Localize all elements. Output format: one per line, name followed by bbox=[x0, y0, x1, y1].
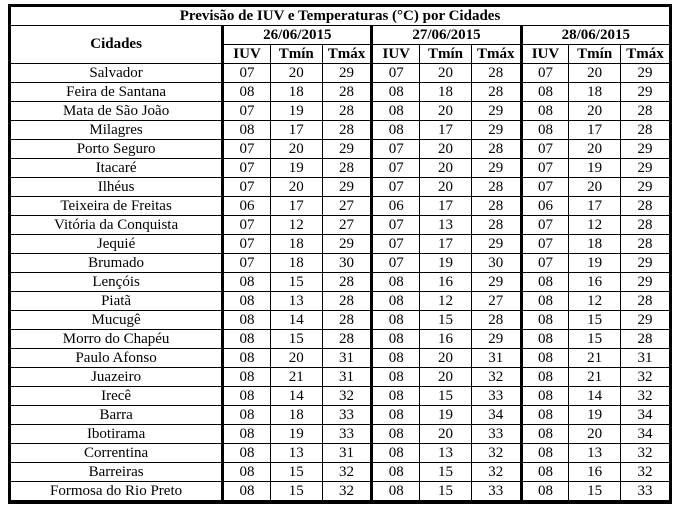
iuv-cell: 08 bbox=[521, 121, 569, 140]
tmin-cell: 18 bbox=[270, 83, 322, 102]
tmin-cell: 15 bbox=[270, 463, 322, 482]
table-row bbox=[10, 64, 671, 83]
tmin-cell: 20 bbox=[420, 64, 472, 83]
tmax-cell: 28 bbox=[322, 121, 372, 140]
tmin-cell: 17 bbox=[270, 197, 322, 216]
city-cell: Ilhéus bbox=[10, 178, 223, 197]
city-cell: Paulo Afonso bbox=[10, 349, 223, 368]
iuv-cell: 08 bbox=[372, 406, 420, 425]
tmax-cell: 28 bbox=[322, 159, 372, 178]
tmax-cell: 32 bbox=[621, 368, 671, 387]
iuv-cell: 07 bbox=[521, 254, 569, 273]
tmax-cell: 28 bbox=[322, 273, 372, 292]
tmax-cell: 28 bbox=[621, 216, 671, 235]
iuv-cell: 08 bbox=[223, 121, 271, 140]
tmin-cell: 20 bbox=[569, 140, 621, 159]
iuv-cell: 08 bbox=[223, 368, 271, 387]
tmax-cell: 32 bbox=[471, 368, 521, 387]
city-cell: Formosa do Rio Preto bbox=[10, 482, 223, 503]
iuv-cell: 08 bbox=[223, 387, 271, 406]
iuv-cell: 07 bbox=[372, 235, 420, 254]
tmax-cell: 33 bbox=[471, 425, 521, 444]
tmax-cell: 32 bbox=[621, 444, 671, 463]
tmin-cell: 20 bbox=[420, 140, 472, 159]
tmin-cell: 17 bbox=[270, 121, 322, 140]
tmin-cell: 20 bbox=[270, 140, 322, 159]
city-cell: Porto Seguro bbox=[10, 140, 223, 159]
tmax-cell: 27 bbox=[322, 197, 372, 216]
table-row bbox=[10, 292, 671, 311]
tmax-cell: 30 bbox=[471, 254, 521, 273]
table-row bbox=[10, 216, 671, 235]
tmax-cell: 28 bbox=[322, 311, 372, 330]
tmax-cell: 29 bbox=[621, 273, 671, 292]
tmin-cell: 20 bbox=[270, 349, 322, 368]
city-cell: Itacaré bbox=[10, 159, 223, 178]
city-cell: Ibotirama bbox=[10, 425, 223, 444]
table-row bbox=[10, 121, 671, 140]
tmax-cell: 28 bbox=[471, 178, 521, 197]
iuv-cell: 07 bbox=[223, 140, 271, 159]
cities-column-header: Cidades bbox=[10, 26, 223, 64]
tmax-cell: 28 bbox=[471, 197, 521, 216]
tmin-cell: 18 bbox=[270, 406, 322, 425]
iuv-cell: 08 bbox=[372, 102, 420, 121]
tmax-cell: 29 bbox=[471, 330, 521, 349]
tmin-cell: 12 bbox=[420, 292, 472, 311]
iuv-cell: 08 bbox=[521, 330, 569, 349]
tmax-cell: 28 bbox=[621, 197, 671, 216]
tmax-cell: 32 bbox=[322, 463, 372, 482]
tmin-cell: 20 bbox=[420, 349, 472, 368]
tmax-cell: 32 bbox=[471, 463, 521, 482]
tmin-cell: 16 bbox=[569, 273, 621, 292]
iuv-cell: 08 bbox=[223, 349, 271, 368]
tmin-cell: 19 bbox=[270, 102, 322, 121]
tmax-header-1: Tmáx bbox=[322, 45, 372, 64]
iuv-cell: 07 bbox=[223, 102, 271, 121]
city-cell: Mata de São João bbox=[10, 102, 223, 121]
iuv-cell: 08 bbox=[372, 425, 420, 444]
iuv-cell: 08 bbox=[372, 349, 420, 368]
table-row bbox=[10, 387, 671, 406]
table-row bbox=[10, 140, 671, 159]
city-cell: Mucugê bbox=[10, 311, 223, 330]
iuv-cell: 07 bbox=[372, 64, 420, 83]
table-row bbox=[10, 235, 671, 254]
iuv-cell: 06 bbox=[521, 197, 569, 216]
table-row bbox=[10, 83, 671, 102]
iuv-cell: 08 bbox=[223, 83, 271, 102]
tmin-cell: 19 bbox=[420, 406, 472, 425]
tmin-cell: 14 bbox=[270, 311, 322, 330]
tmax-cell: 34 bbox=[621, 425, 671, 444]
tmax-cell: 28 bbox=[621, 330, 671, 349]
iuv-cell: 07 bbox=[521, 235, 569, 254]
tmin-cell: 13 bbox=[270, 292, 322, 311]
tmin-cell: 20 bbox=[420, 102, 472, 121]
iuv-cell: 08 bbox=[521, 463, 569, 482]
tmax-cell: 29 bbox=[471, 159, 521, 178]
tmax-cell: 34 bbox=[471, 406, 521, 425]
iuv-cell: 08 bbox=[372, 463, 420, 482]
table-row bbox=[10, 463, 671, 482]
tmin-cell: 15 bbox=[569, 311, 621, 330]
tmax-cell: 29 bbox=[621, 311, 671, 330]
city-cell: Teixeira de Freitas bbox=[10, 197, 223, 216]
iuv-cell: 07 bbox=[223, 64, 271, 83]
iuv-cell: 08 bbox=[521, 273, 569, 292]
table-row bbox=[10, 482, 671, 503]
table-row bbox=[10, 444, 671, 463]
tmax-cell: 29 bbox=[621, 254, 671, 273]
city-cell: Morro do Chapéu bbox=[10, 330, 223, 349]
date-header-3: 28/06/2015 bbox=[521, 26, 670, 45]
tmax-cell: 29 bbox=[621, 159, 671, 178]
tmin-cell: 17 bbox=[420, 121, 472, 140]
iuv-cell: 07 bbox=[521, 64, 569, 83]
iuv-cell: 08 bbox=[521, 102, 569, 121]
tmax-header-3: Tmáx bbox=[621, 45, 671, 64]
iuv-cell: 06 bbox=[223, 197, 271, 216]
table-row bbox=[10, 368, 671, 387]
table-row bbox=[10, 349, 671, 368]
iuv-cell: 08 bbox=[372, 83, 420, 102]
city-cell: Salvador bbox=[10, 64, 223, 83]
iuv-cell: 08 bbox=[372, 482, 420, 503]
city-cell: Jequié bbox=[10, 235, 223, 254]
tmax-cell: 32 bbox=[471, 444, 521, 463]
iuv-cell: 07 bbox=[372, 216, 420, 235]
iuv-header-1: IUV bbox=[223, 45, 271, 64]
tmax-cell: 32 bbox=[621, 463, 671, 482]
iuv-cell: 07 bbox=[223, 159, 271, 178]
tmax-cell: 31 bbox=[471, 349, 521, 368]
tmax-cell: 29 bbox=[621, 140, 671, 159]
tmin-cell: 20 bbox=[420, 368, 472, 387]
city-cell: Irecê bbox=[10, 387, 223, 406]
iuv-cell: 07 bbox=[372, 254, 420, 273]
tmax-cell: 29 bbox=[322, 64, 372, 83]
tmax-cell: 31 bbox=[322, 349, 372, 368]
iuv-cell: 08 bbox=[521, 368, 569, 387]
tmin-cell: 20 bbox=[569, 425, 621, 444]
tmin-cell: 13 bbox=[270, 444, 322, 463]
tmin-cell: 15 bbox=[420, 311, 472, 330]
city-cell: Feira de Santana bbox=[10, 83, 223, 102]
tmin-cell: 17 bbox=[420, 235, 472, 254]
iuv-cell: 08 bbox=[521, 292, 569, 311]
tmin-cell: 20 bbox=[420, 178, 472, 197]
tmin-cell: 15 bbox=[569, 330, 621, 349]
city-cell: Milagres bbox=[10, 121, 223, 140]
tmax-cell: 29 bbox=[621, 64, 671, 83]
city-cell: Piatã bbox=[10, 292, 223, 311]
city-cell: Correntina bbox=[10, 444, 223, 463]
iuv-cell: 08 bbox=[372, 444, 420, 463]
iuv-cell: 08 bbox=[223, 330, 271, 349]
iuv-cell: 07 bbox=[223, 235, 271, 254]
iuv-cell: 07 bbox=[372, 178, 420, 197]
date-header-row bbox=[10, 26, 671, 45]
tmax-cell: 31 bbox=[322, 444, 372, 463]
tmin-cell: 16 bbox=[420, 330, 472, 349]
iuv-cell: 07 bbox=[521, 216, 569, 235]
iuv-cell: 08 bbox=[223, 425, 271, 444]
tmin-header-3: Tmín bbox=[569, 45, 621, 64]
iuv-cell: 08 bbox=[223, 292, 271, 311]
iuv-cell: 08 bbox=[372, 121, 420, 140]
tmin-cell: 19 bbox=[569, 406, 621, 425]
tmin-cell: 16 bbox=[569, 463, 621, 482]
iuv-cell: 07 bbox=[372, 140, 420, 159]
tmin-cell: 19 bbox=[270, 159, 322, 178]
iuv-cell: 08 bbox=[521, 349, 569, 368]
iuv-cell: 07 bbox=[521, 178, 569, 197]
tmax-cell: 31 bbox=[621, 349, 671, 368]
tmax-cell: 32 bbox=[621, 387, 671, 406]
iuv-cell: 08 bbox=[223, 463, 271, 482]
tmin-cell: 17 bbox=[569, 121, 621, 140]
tmax-cell: 29 bbox=[471, 273, 521, 292]
tmax-cell: 29 bbox=[471, 102, 521, 121]
tmin-cell: 12 bbox=[569, 216, 621, 235]
tmin-cell: 18 bbox=[270, 254, 322, 273]
tmin-cell: 17 bbox=[420, 197, 472, 216]
tmin-cell: 12 bbox=[270, 216, 322, 235]
city-cell: Juazeiro bbox=[10, 368, 223, 387]
tmin-cell: 16 bbox=[420, 273, 472, 292]
tmax-cell: 29 bbox=[471, 235, 521, 254]
iuv-cell: 08 bbox=[521, 444, 569, 463]
tmax-cell: 29 bbox=[621, 83, 671, 102]
iuv-cell: 08 bbox=[372, 292, 420, 311]
iuv-cell: 08 bbox=[372, 311, 420, 330]
tmin-cell: 18 bbox=[569, 235, 621, 254]
iuv-cell: 08 bbox=[372, 273, 420, 292]
table-title: Previsão de IUV e Temperaturas (°C) por Cidades bbox=[10, 6, 671, 26]
tmax-cell: 28 bbox=[471, 140, 521, 159]
iuv-cell: 07 bbox=[223, 254, 271, 273]
tmax-cell: 28 bbox=[471, 64, 521, 83]
tmax-cell: 28 bbox=[322, 330, 372, 349]
tmax-cell: 28 bbox=[471, 311, 521, 330]
table-row bbox=[10, 273, 671, 292]
iuv-cell: 08 bbox=[372, 368, 420, 387]
tmax-cell: 32 bbox=[322, 387, 372, 406]
table-row bbox=[10, 406, 671, 425]
tmax-cell: 31 bbox=[322, 368, 372, 387]
iuv-cell: 08 bbox=[521, 83, 569, 102]
tmin-cell: 19 bbox=[270, 425, 322, 444]
iuv-cell: 08 bbox=[521, 425, 569, 444]
tmin-cell: 13 bbox=[569, 444, 621, 463]
iuv-cell: 08 bbox=[521, 311, 569, 330]
city-cell: Brumado bbox=[10, 254, 223, 273]
iuv-cell: 07 bbox=[372, 159, 420, 178]
tmin-cell: 20 bbox=[569, 64, 621, 83]
tmin-cell: 15 bbox=[270, 330, 322, 349]
forecast-table bbox=[8, 4, 672, 504]
tmin-cell: 15 bbox=[270, 482, 322, 503]
tmax-cell: 28 bbox=[621, 292, 671, 311]
tmax-cell: 28 bbox=[322, 83, 372, 102]
tmin-cell: 21 bbox=[270, 368, 322, 387]
city-cell: Barra bbox=[10, 406, 223, 425]
iuv-cell: 07 bbox=[521, 159, 569, 178]
iuv-cell: 08 bbox=[521, 387, 569, 406]
iuv-cell: 08 bbox=[223, 482, 271, 503]
tmax-cell: 29 bbox=[322, 178, 372, 197]
tmax-cell: 27 bbox=[471, 292, 521, 311]
tmax-cell: 33 bbox=[322, 406, 372, 425]
tmin-cell: 19 bbox=[569, 159, 621, 178]
iuv-cell: 08 bbox=[223, 406, 271, 425]
tmin-cell: 21 bbox=[569, 368, 621, 387]
iuv-cell: 07 bbox=[223, 216, 271, 235]
table-row bbox=[10, 178, 671, 197]
tmax-cell: 28 bbox=[471, 83, 521, 102]
iuv-cell: 06 bbox=[372, 197, 420, 216]
tmin-cell: 20 bbox=[569, 102, 621, 121]
iuv-cell: 08 bbox=[372, 387, 420, 406]
tmax-cell: 28 bbox=[621, 235, 671, 254]
tmax-cell: 29 bbox=[322, 140, 372, 159]
tmax-cell: 28 bbox=[322, 102, 372, 121]
table-row bbox=[10, 197, 671, 216]
tmin-cell: 20 bbox=[420, 425, 472, 444]
tmin-cell: 15 bbox=[420, 387, 472, 406]
iuv-cell: 08 bbox=[223, 444, 271, 463]
tmin-cell: 18 bbox=[270, 235, 322, 254]
city-cell: Lençóis bbox=[10, 273, 223, 292]
tmax-cell: 34 bbox=[621, 406, 671, 425]
iuv-cell: 08 bbox=[223, 273, 271, 292]
table-row bbox=[10, 102, 671, 121]
iuv-cell: 08 bbox=[521, 406, 569, 425]
tmin-cell: 19 bbox=[420, 254, 472, 273]
tmin-cell: 20 bbox=[270, 64, 322, 83]
table-row bbox=[10, 254, 671, 273]
tmax-cell: 29 bbox=[471, 121, 521, 140]
tmax-header-2: Tmáx bbox=[471, 45, 521, 64]
iuv-header-2: IUV bbox=[372, 45, 420, 64]
tmin-cell: 19 bbox=[569, 254, 621, 273]
tmax-cell: 33 bbox=[621, 482, 671, 503]
tmax-cell: 33 bbox=[471, 387, 521, 406]
tmin-cell: 15 bbox=[420, 463, 472, 482]
tmin-cell: 15 bbox=[270, 273, 322, 292]
date-header-2: 27/06/2015 bbox=[372, 26, 521, 45]
tmin-cell: 15 bbox=[420, 482, 472, 503]
city-cell: Barreiras bbox=[10, 463, 223, 482]
tmax-cell: 33 bbox=[322, 425, 372, 444]
iuv-cell: 07 bbox=[223, 178, 271, 197]
table-row bbox=[10, 330, 671, 349]
tmax-cell: 29 bbox=[322, 235, 372, 254]
tmin-cell: 20 bbox=[270, 178, 322, 197]
tmax-cell: 28 bbox=[471, 216, 521, 235]
table-row bbox=[10, 425, 671, 444]
tmin-cell: 18 bbox=[420, 83, 472, 102]
tmin-cell: 21 bbox=[569, 349, 621, 368]
table-row bbox=[10, 311, 671, 330]
iuv-header-3: IUV bbox=[521, 45, 569, 64]
tmax-cell: 32 bbox=[322, 482, 372, 503]
tmax-cell: 30 bbox=[322, 254, 372, 273]
tmax-cell: 33 bbox=[471, 482, 521, 503]
tmax-cell: 29 bbox=[621, 178, 671, 197]
tmin-header-2: Tmín bbox=[420, 45, 472, 64]
tmax-cell: 28 bbox=[322, 292, 372, 311]
table-row bbox=[10, 159, 671, 178]
title-row bbox=[10, 6, 671, 26]
date-header-1: 26/06/2015 bbox=[223, 26, 372, 45]
tmin-cell: 12 bbox=[569, 292, 621, 311]
tmax-cell: 27 bbox=[322, 216, 372, 235]
tmin-cell: 20 bbox=[420, 159, 472, 178]
tmin-cell: 15 bbox=[569, 482, 621, 503]
tmin-cell: 13 bbox=[420, 216, 472, 235]
tmin-cell: 18 bbox=[569, 83, 621, 102]
tmin-cell: 20 bbox=[569, 178, 621, 197]
tmin-cell: 14 bbox=[270, 387, 322, 406]
forecast-table-body bbox=[10, 64, 671, 503]
iuv-cell: 07 bbox=[521, 140, 569, 159]
iuv-cell: 08 bbox=[223, 311, 271, 330]
tmin-cell: 17 bbox=[569, 197, 621, 216]
tmin-header-1: Tmín bbox=[270, 45, 322, 64]
tmin-cell: 13 bbox=[420, 444, 472, 463]
tmax-cell: 28 bbox=[621, 121, 671, 140]
iuv-cell: 08 bbox=[521, 482, 569, 503]
tmin-cell: 14 bbox=[569, 387, 621, 406]
city-cell: Vitória da Conquista bbox=[10, 216, 223, 235]
iuv-cell: 08 bbox=[372, 330, 420, 349]
tmax-cell: 28 bbox=[621, 102, 671, 121]
